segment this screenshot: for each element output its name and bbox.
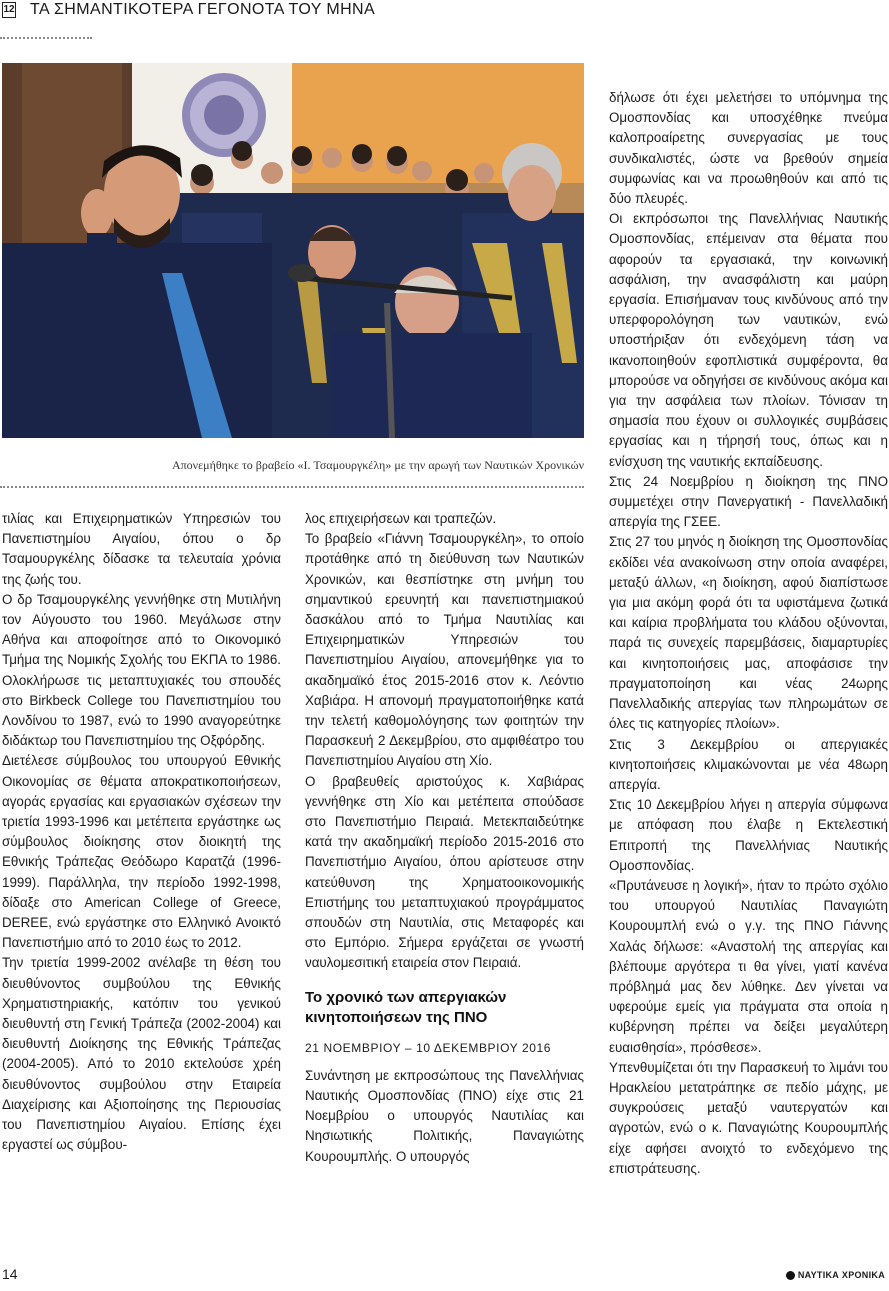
paragraph: δήλωσε ότι έχει μελετήσει το υπόμνημα της Ομοσπονδίας και υποσχέθηκε πνεύμα καλοπροαίρετης συνεργασίας με τους συνδικαλιστές, ώστε να βρεθούν σημεία συμφωνίας και να προωθηθούν και από τις δύο πλευρές. xyxy=(609,90,888,207)
paragraph: Διετέλεσε σύμβουλος του υπουργού Εθνικής Οικονομίας σε θέματα αποκρατικοποιήσεων, αγοράς εργασίας και εργασιακών σχέσεων την τριετία 1993-1996 και μετέπειτα εργάστηκε ως σύμβουλος διοίκησης στον διοικητή της Εθνικής Τράπεζας Θεόδωρο Καρατζά (1996-1999). Παράλληλα, την περίοδο 1992-1998, δίδαξε στο American College of Greece, DEREE, ενώ εργάστηκε στο Ελληνικό Ανοικτό Πανεπιστήμιο από το 2010 έως το 2012. xyxy=(2,753,281,951)
paragraph: Το βραβείο «Γιάννη Τσαμουργκέλη», το οποίο προτάθηκε από τη διεύθυνση των Ναυτικών Χρονικών, και θεσπίστηκε στη μνήμη του σημαντικού ερευνητή και πανεπιστημιακού δασκάλου από το Τμήμα Ναυτιλίας και Επιχειρηματικών Υπηρεσιών του Πανεπιστημίου Αιγαίου, απονεμήθηκε για το ακαδημαϊκό έτος 2015-2016 στον κ. Λεόντιο Χαβιάρα. Η απονομή πραγματοποιήθηκε κατά την τελετή καθομολόγησης των φοιτητών την Παρασκευή 2 Δεκεμβρίου, στο αμφιθέατρο του Πανεπιστημίου Αιγαίου στη Χίο. xyxy=(305,531,584,769)
dateline: 21 ΝΟΕΜΒΡΙΟΥ – 10 ΔΕΚΕΜΒΡΙΟΥ 2016 xyxy=(305,1040,552,1055)
paragraph: Στις 27 του μηνός η διοίκηση της Ομοσπονδίας εκδίδει νέα ανακοίνωση στην οποία αναφέρει, μεταξύ άλλων, «η διοίκηση, αφού διαπίστωσε για μια ακόμη φορά ότι τα υφιστάμενα ζωτικά και καίρια προβλήματα του κλάδου οξύνονται, παρά τις συνεχείς παρεμβάσεις, διαμαρτυρίες και κινητοποιήσεις μας, αποφάσισε την πραγματοποίηση και νέας 24ωρης Πανελλαδικής απεργίας των πληρωμάτων σε όλες τις κατηγορίες πλοίων». xyxy=(609,534,888,732)
header-divider xyxy=(0,37,92,39)
footer-brand xyxy=(786,1270,885,1280)
paragraph: Στις 24 Νοεμβρίου η διοίκηση της ΠΝΟ συμμετέχει στην Πανεργατική - Πανελλαδική απεργία της ΓΣΕΕ. xyxy=(609,473,888,530)
section-subheading: Το χρονικό των απεργιακών κινητοποιήσεων της ΠΝΟ xyxy=(305,988,507,1026)
paragraph: τιλίας και Επιχειρηματικών Υπηρεσιών του Πανεπιστημίου Αιγαίου, όπου ο δρ Τσαμουργκέλης δίδασκε τα τελευταία χρόνια της ζωής του. xyxy=(2,511,281,587)
paragraph: Υπενθυμίζεται ότι την Παρασκευή το λιμάνι του Ηρακλείου μετατράπηκε σε πεδίο μάχης, με συγκρούσεις μεταξύ ναυτεργατών και αγροτών, ενώ ο κ. Παναγιώτης Κουρουμπλής είχε αφήσει ανοιχτό το ενδεχόμενο της επιστράτευσης. xyxy=(609,1059,888,1176)
paragraph: Στις 10 Δεκεμβρίου λήγει η απεργία σύμφωνα με απόφαση που έλαβε η Εκτελεστική Επιτροπή της Πανελλήνιας Ναυτικής Ομοσπονδίας. xyxy=(609,797,888,873)
paragraph: Συνάντηση με εκπροσώπους της Πανελλήνιας Ναυτικής Ομοσπονδίας (ΠΝΟ) είχε στις 21 Νοεμβρίου ο υπουργός Ναυτιλίας και Νησιωτικής Πολιτικής, Παναγιώτης Κουρουμπλής. Ο υπουργός xyxy=(305,1067,584,1164)
page-header xyxy=(0,0,889,24)
paragraph: «Πρυτάνευσε η λογική», ήταν το πρώτο σχόλιο του υπουργού Ναυτιλίας Παναγιώτη Κουρουμπλή ενώ ο γ.γ. της ΠΝΟ Γιάννης Χαλάς δήλωσε: «Αναστολή της απεργίας και βλέπουμε αργότερα τι θα γίνει, γιατί κανένα πρόβλημά μας δεν λύθηκε. Δεν γίνεται να υφερούμε εμείς για πράγματα στα οποία η κυβέρνηση πρέπει να δείξει μεγαλύτερη ευαισθησία», πρόσθεσε». xyxy=(609,877,888,1055)
paragraph: Ο δρ Τσαμουργκέλης γεννήθηκε στη Μυτιλήνη τον Αύγουστο του 1960. Μεγάλωσε στην Αθήνα και αποφοίτησε από το Οικονομικό Τμήμα της Νομικής Σχολής του ΕΚΠΑ το 1986. Ολοκλήρωσε τις μεταπτυχιακές του σπουδές στο Birkbeck College του Πανεπιστημίου του Λονδίνου το 1987, ενώ το 1990 αναγορεύτηκε διδάκτωρ του Πανεπιστημίου της Οξφόρδης. xyxy=(2,591,281,749)
caption-divider xyxy=(0,486,584,488)
paragraph: Οι εκπρόσωποι της Πανελλήνιας Ναυτικής Ομοσπονδίας, επέμειναν στα θέματα που αφορούν τα εργασιακά, την κοινωνική ασφάλιση, την ανασφάλιστη και μαύρη εργασία. Επισήμαναν τους κινδύνους από την υπερφορολόγηση των ναυτικών, ενώ υποστήριξαν ότι ενδεχόμενη τάση να ικανοποιηθούν εφοπλιστικά συμφέροντα, θα μπορούσε να οδηγήσει σε κινδύνους ακόμα και για την ασφάλεια των πλοίων. Τόνισαν τη σημασία που έχουν οι συλλογικές συμβάσεις εργασίας και η τήρησή τους, όπως και η ενίσχυση της ναυτικής εκπαίδευσης. xyxy=(609,211,889,469)
photo-caption: Απονεμήθηκε το βραβείο «Ι. Τσαμουργκέλη» με την αρωγή των Ναυτικών Χρονικών xyxy=(171,458,584,472)
brand-name: ΝΑΥΤΙΚΑ ΧΡΟΝΙΚΑ xyxy=(797,1270,885,1280)
article-column-3 xyxy=(609,88,888,1179)
article-column-2 xyxy=(305,509,584,1167)
section-title: ΤΑ ΣΗΜΑΝΤΙΚΟΤΕΡΑ ΓΕΓΟΝΟΤΑ ΤΟΥ ΜΗΝΑ xyxy=(30,1,376,18)
brand-logo-icon xyxy=(786,1271,795,1280)
ceremony-photo xyxy=(2,63,584,438)
paragraph: Στις 3 Δεκεμβρίου οι απεργιακές κινητοποιήσεις κλιμακώνονται με νέα 48ωρη απεργία. xyxy=(609,736,888,792)
paragraph: λος επιχειρήσεων και τραπεζών. xyxy=(305,511,497,526)
paragraph: Ο βραβευθείς αριστούχος κ. Χαβιάρας γεννήθηκε στη Χίο και μετέπειτα σπούδασε στο Πανεπιστήμιο Πειραιά. Μετεκπαιδεύτηκε κατά την ακαδημαϊκή περίοδο 2015-2016 στο Πανεπιστήμιο Αιγαίου, όπου αρίστευσε στην κατεύθυνση της Χρηματοοικονομικής Επιστήμης του μεταπτυχιακού προγράμματος σπουδών στη Ναυτιλία, στις Μεταφορές και στο Εμπόριο. Σήμερα εργάζεται σε γνωστή ναυλομεσιτική εταιρεία στον Πειραιά. xyxy=(305,773,584,971)
page-badge: 12 xyxy=(2,2,16,18)
page-number: 14 xyxy=(2,1266,18,1282)
article-column-1 xyxy=(2,509,281,1156)
paragraph: Την τριετία 1999-2002 ανέλαβε τη θέση του διευθύνοντος συμβούλου της Εθνικής Χρηματιστηριακής, κατόπιν του γενικού διευθυντή στη Γενική Τράπεζα (2002-2004) και διευθυντή Διοίκησης της Εθνικής Τράπεζας (2004-2005). Από το 2010 εκτελούσε χρέη διευθύνοντος συμβούλου στην Εταιρεία Διαχείρισης και Αξιοποίησης της Περιουσίας του Πανεπιστημίου Αιγαίου. Επίσης έχει εργαστεί ως σύμβου- xyxy=(2,955,281,1153)
